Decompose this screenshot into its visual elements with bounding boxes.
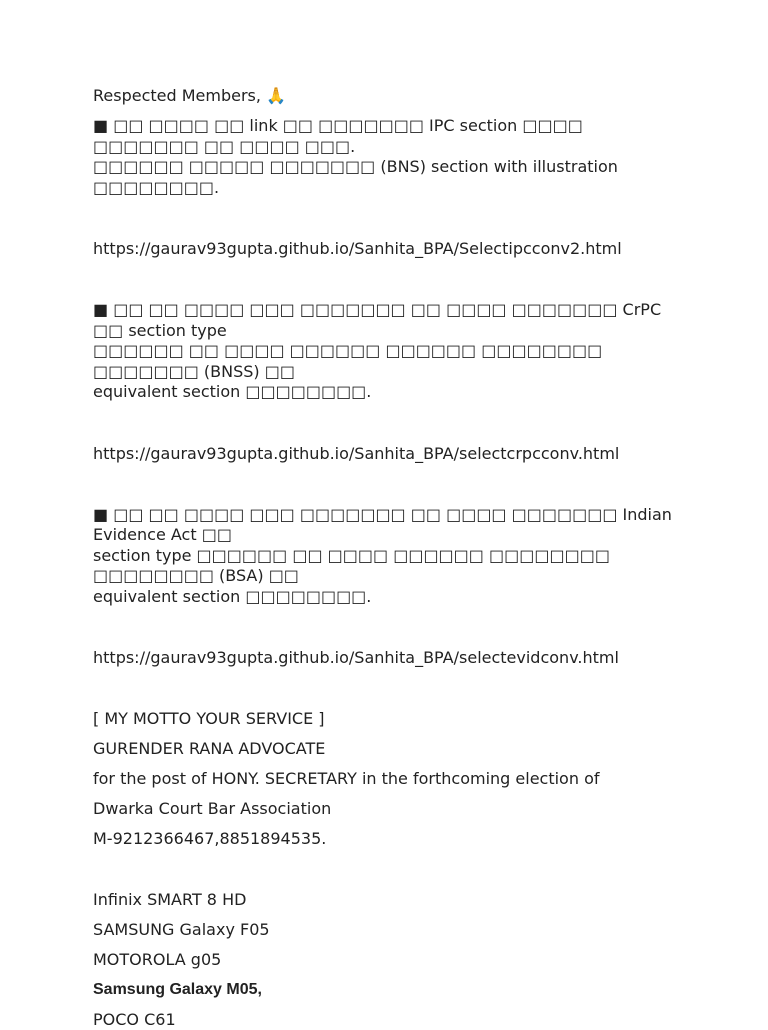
ipc-converter-link[interactable]: https://gaurav93gupta.github.io/Sanhita_BPA/Selectipcconv2.html xyxy=(93,239,622,258)
motto: [ MY MOTTO YOUR SERVICE ] xyxy=(93,709,325,728)
greeting: Respected Members, 🙏 xyxy=(93,86,286,105)
bullet-crpc-line-3: equivalent section □□□□□□□□. xyxy=(93,382,372,401)
bullet-ipc-line-2: □□□□□□ □□□□□ □□□□□□□ (BNS) section with illustration □□□□□□□□. xyxy=(93,157,618,197)
evidence-converter-link[interactable]: https://gaurav93gupta.github.io/Sanhita_BPA/selectevidconv.html xyxy=(93,648,619,667)
square-bullet-icon: ■ xyxy=(93,300,109,319)
bullet-evidence-line-1: □□ □□ □□□□ □□□ □□□□□□□ □□ □□□□ □□□□□□□ Indian Evidence Act □□ xyxy=(93,504,672,544)
post-text: for the post of HONY. SECRETARY in the forthcoming election of xyxy=(93,769,600,788)
document-body xyxy=(93,86,693,1030)
crpc-converter-link[interactable]: https://gaurav93gupta.github.io/Sanhita_BPA/selectcrpcconv.html xyxy=(93,443,620,463)
bullet-crpc-line-1: □□ □□ □□□□ □□□ □□□□□□□ □□ □□□□ □□□□□□□ CrPC □□ section type xyxy=(93,300,662,340)
bullet-ipc xyxy=(93,116,693,198)
bullet-crpc xyxy=(93,300,693,403)
list-item: SAMSUNG Galaxy F05 xyxy=(93,920,270,939)
list-item: POCO C61 xyxy=(93,1010,176,1029)
square-bullet-icon: ■ xyxy=(93,116,109,135)
list-item: MOTOROLA g05 xyxy=(93,950,222,969)
list-item: Infinix SMART 8 HD xyxy=(93,890,247,909)
advocate-name: GURENDER RANA ADVOCATE xyxy=(93,739,326,758)
bullet-evidence-line-3: equivalent section □□□□□□□□. xyxy=(93,586,372,606)
bullet-evidence-line-2: section type □□□□□□ □□ □□□□ □□□□□□ □□□□□□□□ □□□□□□□□ (BSA) □□ xyxy=(93,545,610,585)
association-name: Dwarka Court Bar Association xyxy=(93,799,332,818)
bullet-evidence xyxy=(93,505,693,608)
bullet-crpc-line-2: □□□□□□ □□ □□□□ □□□□□□ □□□□□□ □□□□□□□□ □□□□□□□ (BNSS) □□ xyxy=(93,341,603,381)
list-item: Samsung Galaxy M05, xyxy=(93,981,262,998)
square-bullet-icon: ■ xyxy=(93,504,109,524)
bullet-ipc-line-1: □□ □□□□ □□ link □□ □□□□□□□ IPC section □□□□ □□□□□□□ □□ □□□□ □□□. xyxy=(93,116,583,156)
mobile-numbers: M-9212366467,8851894535. xyxy=(93,829,327,848)
